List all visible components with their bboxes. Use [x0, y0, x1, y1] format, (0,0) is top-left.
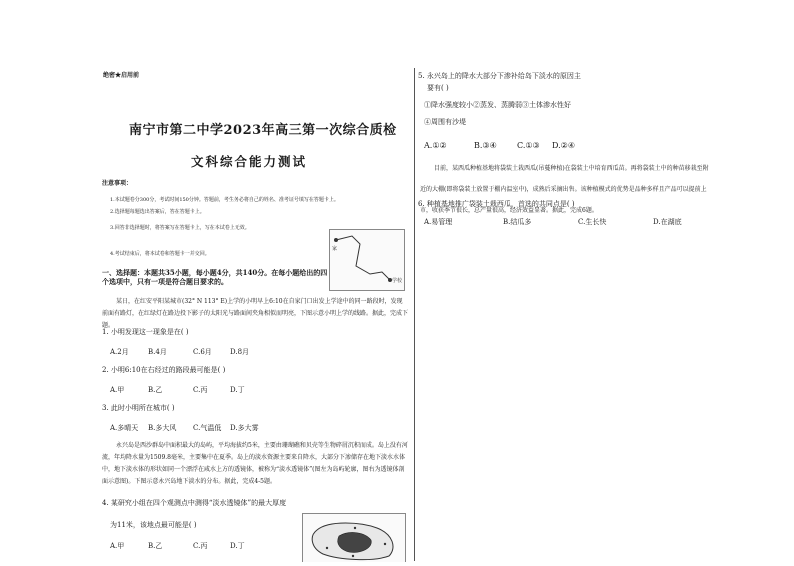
q5-option-a[interactable]: A.①② — [424, 141, 447, 150]
question-4-text: 某研究小组在四个观测点中测得“淡水透镜体”的最大厚度 — [110, 499, 287, 507]
question-1-num: 1. — [102, 328, 109, 336]
note-item-4: 4.考试结束后，将本试卷和答题卡一并交回。 — [110, 251, 210, 257]
question-6-text: 种植基地推广袋装土栽西瓜，首选的共同点是( ) — [426, 200, 575, 208]
question-5-stem-2: 要有( ) — [427, 84, 449, 92]
note-item-1: 1.本试题卷分300分，考试时间150分钟。答题前，考生务必将自己的姓名、准考证号填写在答题卡上。 — [110, 197, 339, 203]
question-5-statements-1: ①降水强度较小②蒸发、蒸腾弱③土体渗水性好 — [424, 101, 571, 109]
q3-option-a[interactable]: A.多晴天 — [110, 424, 139, 432]
q1-option-d[interactable]: D.8月 — [230, 348, 250, 356]
exam-title: 南宁市第二中学2023年高三第一次综合质检 — [129, 123, 397, 138]
passage3 — [420, 158, 710, 221]
passage2-text: 永兴岛是西沙群岛中面积最大的岛屿，平均海拔约5米，主要由珊瑚礁和贝壳等生物碎屑沉积而成。岛上没有河流，年均降水量为1509.8毫米，主要集中在夏季。岛上的淡水资源主要来自降水，大部分下渗储存在地下淡水水体中，地下淡水体的形状如同一个漂浮在咸水上方的透镜体，被称为“淡水透镜体”(图左为岛屿轮廓，图右为透镜体剖面示意图)。下图示意永兴岛地下淡水的分布。据此，完成4-5题。 — [102, 442, 408, 485]
q4-option-d[interactable]: D.丁 — [230, 542, 245, 550]
passage3-text: 目前，某西瓜种植基地将袋装土栽西瓜(吊蔓种植)在袋装土中培育西瓜苗。再将袋装土中的种苗移栽至附近的大棚(即将袋装土放置于棚内温室中)，成熟后采摘出售。该种植模式的优势是品种多样且产品可以提前上市，收获季节很长，总产量很高，经济效益显著。据此，完成6题。 — [420, 165, 709, 214]
question-4-num: 4. — [102, 499, 109, 507]
notes-heading: 注意事项： — [102, 180, 133, 187]
school-label: 学校 — [392, 278, 403, 284]
q1-option-c[interactable]: C.6月 — [193, 348, 212, 356]
section1-heading-text: 一、选择题：本题共35小题，每小题4分，共140分。在每小题给出的四个选项中，只有一项是符合题目要求的。 — [102, 268, 328, 286]
question-5-num: 5. — [418, 72, 425, 80]
column-divider — [414, 68, 415, 561]
question-1-stem — [102, 328, 189, 337]
q1-option-b[interactable]: B.4月 — [148, 348, 167, 356]
q6-option-c[interactable]: C.生长快 — [578, 218, 607, 226]
q5-option-c[interactable]: C.①③ — [517, 141, 540, 150]
q2-option-c[interactable]: C.丙 — [193, 386, 208, 394]
question-2-num: 2. — [102, 366, 109, 374]
q1-option-a[interactable]: A.2月 — [110, 348, 129, 356]
question-2-text: 小明6:10在右经过的路段最可能是( ) — [110, 366, 226, 374]
island-map-svg — [303, 514, 405, 562]
note-item-2: 2.选择题每题选出答案后，答在答题卡上。 — [110, 209, 205, 215]
question-4-stem — [102, 499, 286, 508]
q5-option-d[interactable]: D.②④ — [552, 141, 576, 150]
q3-option-b[interactable]: B.多大风 — [148, 424, 177, 432]
q4-option-c[interactable]: C.丙 — [193, 542, 208, 550]
q6-option-a[interactable]: A.易管理 — [424, 218, 453, 226]
passage2 — [102, 440, 408, 488]
q2-option-a[interactable]: A.甲 — [110, 386, 125, 394]
route-map-svg — [330, 230, 404, 290]
passage1 — [102, 296, 408, 332]
q6-option-d[interactable]: D.在湖底 — [653, 218, 682, 226]
home-marker — [334, 238, 338, 242]
question-6-num: 6. — [418, 200, 425, 208]
question-3-num: 3. — [102, 404, 109, 412]
route-map — [329, 229, 405, 291]
q5-option-b[interactable]: B.③④ — [474, 141, 497, 150]
passage1-text: 某日，在红安平阳某城市(32° N 113° E)上学的小明早上6:10在自家门口出发上学途中的同一路段时，发现前面有路灯，在红绿灯在路边投下影子的太阳光与路面间夹角相似而明亮，下图示意小明上学的线路。据此，完成下题。 — [102, 298, 409, 329]
question-2-stem — [102, 366, 225, 375]
question-5-text: 永兴岛上的降水大部分下渗补给岛下淡水的原因主 — [426, 72, 581, 80]
q6-option-b[interactable]: B.结瓜多 — [503, 218, 532, 226]
q3-option-c[interactable]: C.气温低 — [193, 424, 222, 432]
section1-heading — [102, 268, 330, 286]
question-3-stem — [102, 404, 175, 413]
island-map — [302, 513, 406, 562]
question-4-stem-2: 为11米，该地点最可能是( ) — [110, 521, 197, 529]
q3-option-d[interactable]: D.多大雾 — [230, 424, 259, 432]
secret-label: 绝密★启用前 — [103, 72, 140, 79]
q4-option-a[interactable]: A.甲 — [110, 542, 125, 550]
q2-option-d[interactable]: D.丁 — [230, 386, 245, 394]
note-item-3-text: 3.回答非选择题时，将答案写在答题卡上，写在本试卷上无效。 — [110, 225, 250, 231]
q2-option-b[interactable]: B.乙 — [148, 386, 163, 394]
exam-subtitle: 文科综合能力测试 — [191, 154, 308, 169]
question-5-stem — [418, 72, 581, 81]
question-6-stem — [418, 200, 575, 209]
home-label: 家 — [332, 246, 338, 252]
q4-option-b[interactable]: B.乙 — [148, 542, 163, 550]
note-item-3 — [110, 222, 320, 234]
question-3-text: 此时小明所在城市( ) — [110, 404, 175, 412]
question-5-statements-2: ④周围有沙堤 — [424, 118, 466, 126]
question-1-text: 小明发现这一现象是在( ) — [110, 328, 189, 336]
